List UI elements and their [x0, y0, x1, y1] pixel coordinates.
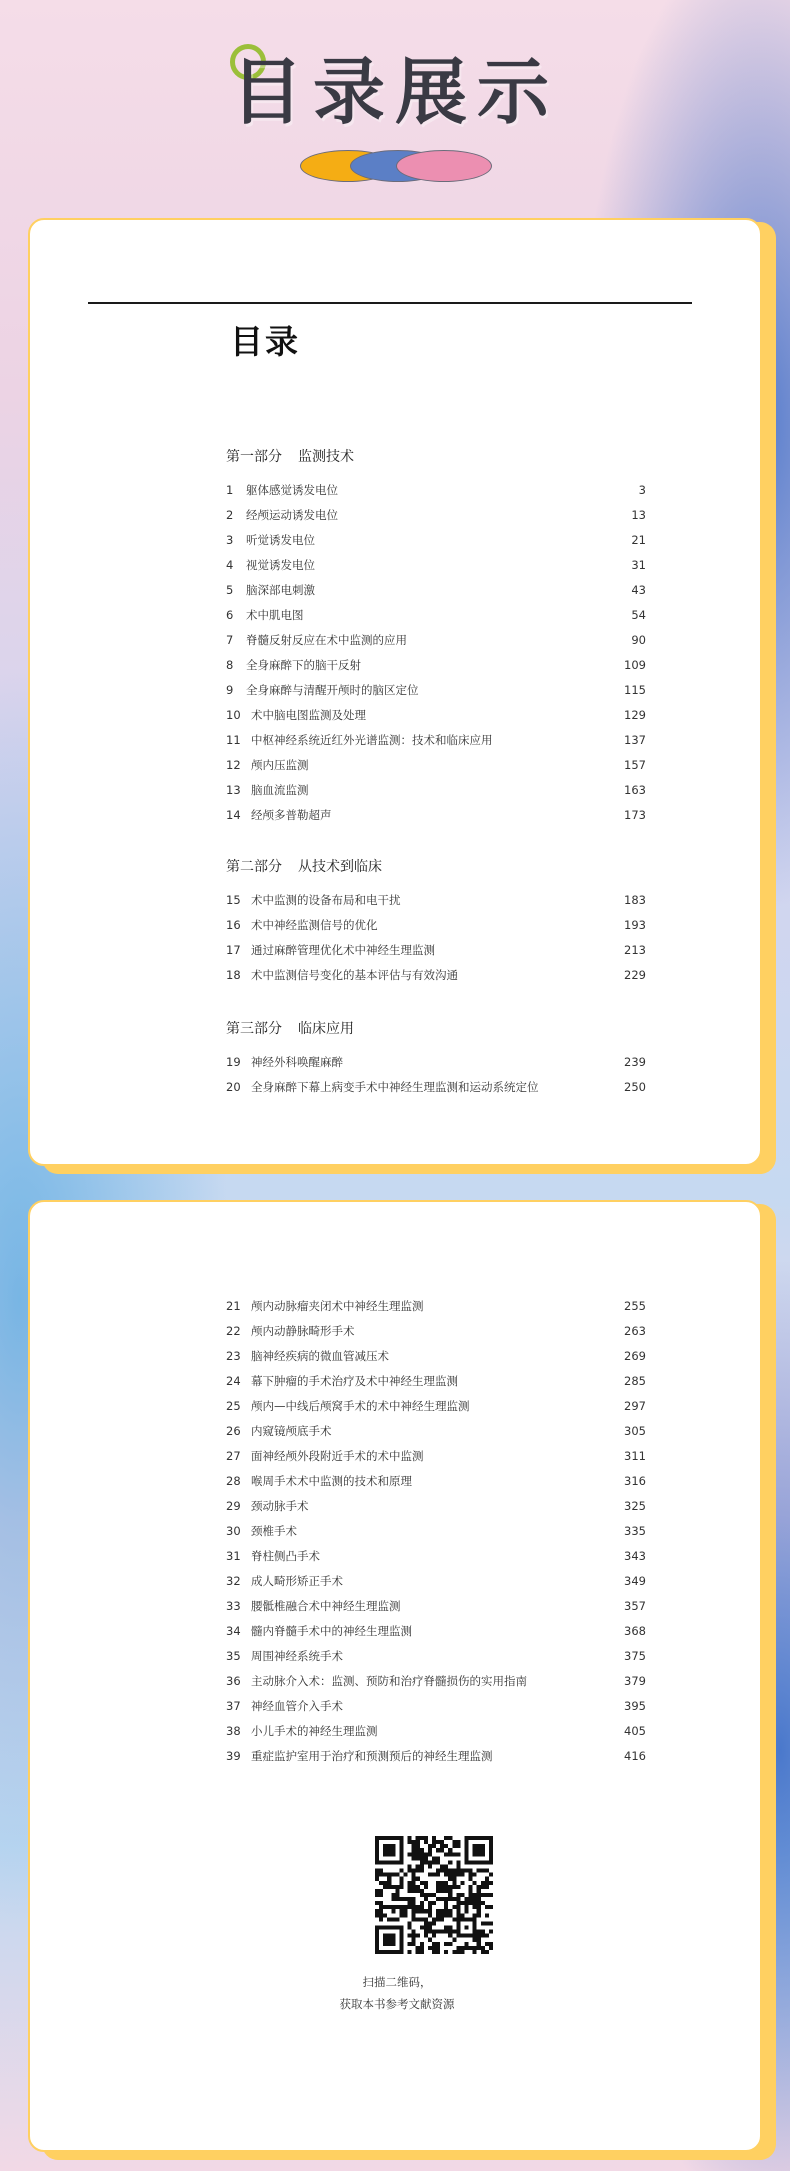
toc-entry-number: 29	[226, 1499, 241, 1513]
toc-card-2	[28, 1200, 762, 2152]
page-title: 目录展示	[230, 50, 559, 134]
section-part: 第二部分	[226, 859, 282, 875]
toc-entry-page: 255	[624, 1299, 646, 1313]
toc-entry	[226, 963, 646, 988]
toc-entry-title: 脊髓反射反应在术中监测的应用	[246, 633, 407, 647]
toc-entry-number: 32	[226, 1574, 241, 1588]
toc-entry-title: 幕下肿瘤的手术治疗及术中神经生理监测	[251, 1374, 458, 1388]
toc-entry-title: 颅内动脉瘤夹闭术中神经生理监测	[251, 1299, 424, 1313]
toc-entry-page: 193	[624, 918, 646, 932]
toc-entry-number: 21	[226, 1299, 241, 1313]
heading-rule	[88, 302, 692, 304]
toc-entry-title: 喉周手术术中监测的技术和原理	[251, 1474, 412, 1488]
toc-entry	[226, 603, 646, 628]
toc-entry-number: 11	[226, 733, 241, 747]
toc-entry	[226, 1369, 646, 1394]
toc-entry-title: 颅内—中线后颅窝手术的术中神经生理监测	[251, 1399, 470, 1413]
toc-entry-page: 3	[638, 483, 646, 497]
toc-entry-title: 内窥镜颅底手术	[251, 1424, 332, 1438]
toc-entry	[226, 1544, 646, 1569]
toc-entry-page: 13	[631, 508, 646, 522]
toc-entry-number: 17	[226, 943, 241, 957]
toc-entry-number: 3	[226, 533, 234, 547]
toc-entry-number: 37	[226, 1699, 241, 1713]
toc-entry-title: 经颅运动诱发电位	[246, 508, 338, 522]
toc-entry-page: 90	[631, 633, 646, 647]
toc-entry	[226, 653, 646, 678]
toc-entry-title: 小儿手术的神经生理监测	[251, 1724, 378, 1738]
toc-entry-number: 26	[226, 1424, 241, 1438]
toc-entry-number: 25	[226, 1399, 241, 1413]
toc-entry-number: 20	[226, 1080, 241, 1094]
toc-entry-number: 34	[226, 1624, 241, 1638]
toc-entry	[226, 1694, 646, 1719]
qr-caption-line-2: 获取本书参考文献资源	[339, 1997, 455, 2011]
toc-entry-number: 15	[226, 893, 241, 907]
toc-entry	[226, 778, 646, 803]
toc-entry	[226, 1469, 646, 1494]
toc-entry	[226, 1644, 646, 1669]
toc-entry-title: 全身麻醉下的脑干反射	[246, 658, 361, 672]
toc-entry-title: 通过麻醉管理优化术中神经生理监测	[251, 943, 435, 957]
toc-entry-title: 术中监测的设备布局和电干扰	[251, 893, 401, 907]
toc-entry-page: 229	[624, 968, 646, 982]
toc-entry-title: 腰骶椎融合术中神经生理监测	[251, 1599, 401, 1613]
section-part: 第一部分	[226, 449, 282, 465]
toc-entry-page: 109	[624, 658, 646, 672]
toc-entry-number: 19	[226, 1055, 241, 1069]
toc-entry	[226, 1075, 646, 1100]
toc-entry-page: 137	[624, 733, 646, 747]
toc-entry-page: 21	[631, 533, 646, 547]
toc-entry	[226, 528, 646, 553]
toc-card-1	[28, 218, 762, 1166]
page-header	[0, 0, 790, 200]
toc-entry-page: 263	[624, 1324, 646, 1338]
toc-entry-page: 311	[624, 1449, 646, 1463]
toc-entry-page: 115	[624, 683, 646, 697]
toc-entry-number: 35	[226, 1649, 241, 1663]
toc-entry-title: 术中神经监测信号的优化	[251, 918, 378, 932]
toc-entry-title: 全身麻醉下幕上病变手术中神经生理监测和运动系统定位	[251, 1080, 539, 1094]
section-name: 从技术到临床	[298, 859, 382, 875]
toc-entry	[226, 478, 646, 503]
toc-entry-title: 全身麻醉与清醒开颅时的脑区定位	[246, 683, 419, 697]
toc-entry-page: 325	[624, 1499, 646, 1513]
toc-entry-number: 30	[226, 1524, 241, 1538]
toc-entry-page: 31	[631, 558, 646, 572]
section-name: 监测技术	[298, 449, 354, 465]
toc-entry	[226, 803, 646, 828]
toc-entry	[226, 1494, 646, 1519]
qr-code-icon	[375, 1836, 493, 1954]
toc-entry-page: 173	[624, 808, 646, 822]
toc-entry	[226, 1444, 646, 1469]
toc-entry-number: 10	[226, 708, 241, 722]
toc-entry	[226, 1744, 646, 1769]
toc-entry-title: 躯体感觉诱发电位	[246, 483, 338, 497]
toc-entry-page: 375	[624, 1649, 646, 1663]
toc-entry	[226, 1419, 646, 1444]
toc-page-1	[28, 218, 762, 1166]
toc-entry	[226, 913, 646, 938]
toc-entry-page: 285	[624, 1374, 646, 1388]
toc-entry-number: 22	[226, 1324, 241, 1338]
toc-entry	[226, 888, 646, 913]
toc-entry-page: 213	[624, 943, 646, 957]
toc-entry	[226, 703, 646, 728]
toc-entry-page: 357	[624, 1599, 646, 1613]
toc-entry	[226, 1319, 646, 1344]
toc-entry-number: 28	[226, 1474, 241, 1488]
toc-entry-title: 颅内动静脉畸形手术	[251, 1324, 355, 1338]
toc-entry-title: 脑血流监测	[251, 783, 309, 797]
toc-entry-number: 5	[226, 583, 234, 597]
toc-entry	[226, 1619, 646, 1644]
toc-entry-number: 9	[226, 683, 234, 697]
toc-entry-page: 239	[624, 1055, 646, 1069]
toc-entry	[226, 753, 646, 778]
toc-entry-title: 重症监护室用于治疗和预测预后的神经生理监测	[251, 1749, 493, 1763]
toc-entry-number: 27	[226, 1449, 241, 1463]
toc-entry-title: 周围神经系统手术	[251, 1649, 343, 1663]
toc-entry-number: 23	[226, 1349, 241, 1363]
toc-entry	[226, 1519, 646, 1544]
section-list-3	[226, 1050, 646, 1100]
toc-entry-title: 神经外科唤醒麻醉	[251, 1055, 343, 1069]
toc-entry-title: 术中脑电图监测及处理	[251, 708, 366, 722]
toc-entry-title: 经颅多普勒超声	[251, 808, 332, 822]
toc-entry	[226, 1344, 646, 1369]
toc-entry-title: 术中肌电图	[246, 608, 304, 622]
toc-entry-page: 343	[624, 1549, 646, 1563]
toc-entry-page: 250	[624, 1080, 646, 1094]
decorative-ellipse-pink	[396, 150, 492, 182]
toc-entry	[226, 1594, 646, 1619]
toc-entry-number: 31	[226, 1549, 241, 1563]
toc-heading: 目录	[230, 322, 300, 361]
section-title-1	[226, 446, 354, 466]
qr-caption-line-1: 扫描二维码，	[362, 1975, 432, 1989]
section-part: 第三部分	[226, 1021, 282, 1037]
toc-entry	[226, 1394, 646, 1419]
toc-entry-page: 335	[624, 1524, 646, 1538]
toc-entry-page: 395	[624, 1699, 646, 1713]
toc-entry	[226, 553, 646, 578]
toc-entry-page: 349	[624, 1574, 646, 1588]
toc-entry-number: 38	[226, 1724, 241, 1738]
toc-entry-title: 术中监测信号变化的基本评估与有效沟通	[251, 968, 458, 982]
toc-entry-page: 297	[624, 1399, 646, 1413]
toc-entry-title: 听觉诱发电位	[246, 533, 315, 547]
toc-entry-page: 416	[624, 1749, 646, 1763]
section-title-3	[226, 1018, 354, 1038]
toc-entry-number: 2	[226, 508, 234, 522]
toc-entry-number: 16	[226, 918, 241, 932]
toc-entry	[226, 578, 646, 603]
toc-entry-title: 颈动脉手术	[251, 1499, 309, 1513]
toc-entry	[226, 503, 646, 528]
toc-entry-number: 24	[226, 1374, 241, 1388]
toc-entry-number: 18	[226, 968, 241, 982]
toc-entry-page: 54	[631, 608, 646, 622]
toc-entry	[226, 1294, 646, 1319]
section-name: 临床应用	[298, 1021, 354, 1037]
toc-entry-number: 14	[226, 808, 241, 822]
toc-entry	[226, 678, 646, 703]
toc-entry-page: 129	[624, 708, 646, 722]
toc-entry-page: 379	[624, 1674, 646, 1688]
toc-entry-number: 6	[226, 608, 234, 622]
toc-entry-title: 脊柱侧凸手术	[251, 1549, 320, 1563]
toc-entry-number: 33	[226, 1599, 241, 1613]
toc-entry-page: 316	[624, 1474, 646, 1488]
toc-entry-title: 髓内脊髓手术中的神经生理监测	[251, 1624, 412, 1638]
toc-entry-page: 368	[624, 1624, 646, 1638]
toc-entry-page: 183	[624, 893, 646, 907]
toc-entry-title: 主动脉介入术：监测、预防和治疗脊髓损伤的实用指南	[251, 1674, 527, 1688]
toc-entry	[226, 1719, 646, 1744]
chapter-list	[226, 1294, 646, 1769]
toc-entry-page: 269	[624, 1349, 646, 1363]
toc-entry-number: 12	[226, 758, 241, 772]
toc-entry-number: 1	[226, 483, 234, 497]
section-title-2	[226, 856, 382, 876]
section-list-1	[226, 478, 646, 828]
toc-entry-page: 157	[624, 758, 646, 772]
toc-entry-number: 8	[226, 658, 234, 672]
toc-entry-title: 颈椎手术	[251, 1524, 297, 1538]
toc-entry-number: 4	[226, 558, 234, 572]
toc-entry-number: 36	[226, 1674, 241, 1688]
toc-entry-title: 颅内压监测	[251, 758, 309, 772]
toc-entry	[226, 938, 646, 963]
toc-entry	[226, 1569, 646, 1594]
toc-entry-title: 视觉诱发电位	[246, 558, 315, 572]
toc-entry-number: 13	[226, 783, 241, 797]
toc-entry-number: 7	[226, 633, 234, 647]
toc-entry-title: 脑深部电刺激	[246, 583, 315, 597]
toc-entry-page: 163	[624, 783, 646, 797]
toc-entry-page: 405	[624, 1724, 646, 1738]
toc-entry-page: 43	[631, 583, 646, 597]
toc-entry-number: 39	[226, 1749, 241, 1763]
toc-entry-title: 中枢神经系统近红外光谱监测：技术和临床应用	[251, 733, 493, 747]
toc-entry-title: 面神经颅外段附近手术的术中监测	[251, 1449, 424, 1463]
toc-entry-title: 神经血管介入手术	[251, 1699, 343, 1713]
section-list-2	[226, 888, 646, 988]
toc-page-2	[28, 1200, 762, 2152]
toc-entry-title: 成人畸形矫正手术	[251, 1574, 343, 1588]
toc-entry	[226, 728, 646, 753]
toc-entry-page: 305	[624, 1424, 646, 1438]
toc-entry	[226, 1050, 646, 1075]
toc-entry-title: 脑神经疾病的微血管减压术	[251, 1349, 389, 1363]
toc-entry	[226, 628, 646, 653]
toc-entry	[226, 1669, 646, 1694]
